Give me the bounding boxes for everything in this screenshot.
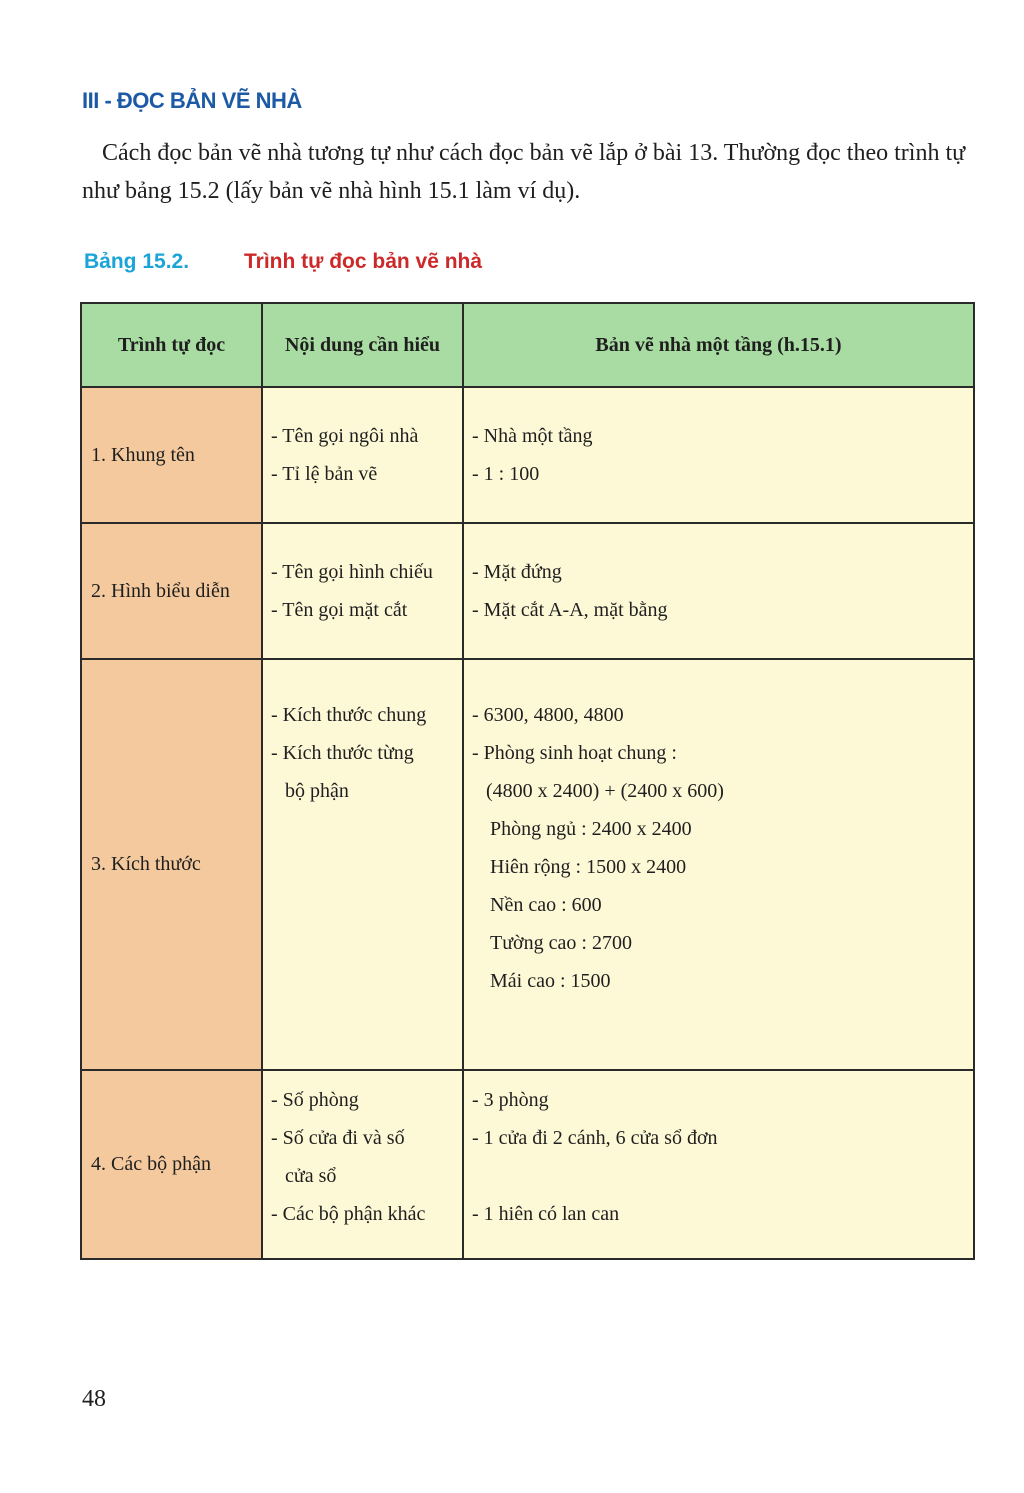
step-cell: 4. Các bộ phận [81,1070,262,1259]
example-line: - Nhà một tầng [472,425,593,447]
reading-sequence-table [80,302,975,1260]
content-line: - Các bộ phận khác [271,1203,426,1225]
example-line: - Mặt đứng [472,561,562,583]
example-cell [463,1070,974,1259]
example-line: Phòng ngủ : 2400 x 2400 [490,818,692,840]
section-heading: III - ĐỌC BẢN VẼ NHÀ [82,88,302,113]
header-one-storey-house: Bản vẽ nhà một tầng (h.15.1) [463,303,974,387]
content-cell [262,523,463,659]
example-line: Tường cao : 2700 [490,932,632,954]
table-caption [84,250,482,274]
example-line: - Phòng sinh hoạt chung : [472,742,677,764]
step-cell: 2. Hình biểu diễn [81,523,262,659]
example-line: Nền cao : 600 [490,894,602,916]
table-row [81,659,974,1070]
content-cell [262,387,463,523]
example-line: Hiên rộng : 1500 x 2400 [490,856,687,878]
content-line: - Tên gọi mặt cắt [271,599,408,621]
content-line: - Kích thước chung [271,704,427,726]
example-line: - 3 phòng [472,1089,549,1111]
table-row [81,1070,974,1259]
content-cell [262,1070,463,1259]
content-line: - Tỉ lệ bản vẽ [271,463,378,485]
content-line: - Số phòng [271,1089,359,1111]
content-line: - Số cửa đi và số [271,1127,405,1149]
step-cell: 3. Kích thước [81,659,262,1070]
header-reading-sequence: Trình tự đọc [81,303,262,387]
table-caption-number: Bảng 15.2. [84,250,190,273]
step-cell: 1. Khung tên [81,387,262,523]
content-line: - Kích thước từng [271,742,414,764]
example-line: Mái cao : 1500 [490,970,611,992]
example-spacer [472,1157,972,1195]
page-number: 48 [82,1386,106,1412]
example-line: - 1 hiên có lan can [472,1203,620,1225]
example-line: - Mặt cắt A-A, mặt bằng [472,599,668,621]
example-cell [463,523,974,659]
example-cell [463,659,974,1070]
content-cell [262,659,463,1070]
intro-paragraph: Cách đọc bản vẽ nhà tương tự như cách đọc bản vẽ lắp ở bài 13. Thường đọc theo trình tự như bảng 15.2 (lấy bản vẽ nhà hình 15.1 làm ví dụ). [82,140,966,204]
table-row [81,523,974,659]
table-header-row [81,303,974,387]
example-cell [463,387,974,523]
table-row [81,387,974,523]
header-content-to-understand: Nội dung cần hiểu [262,303,463,387]
content-line: - Tên gọi hình chiếu [271,561,433,583]
content-line: - Tên gọi ngôi nhà [271,425,419,447]
example-line: - 1 : 100 [472,463,540,485]
content-line: bộ phận [285,780,349,802]
example-line: (4800 x 2400) + (2400 x 600) [486,780,724,802]
example-line: - 1 cửa đi 2 cánh, 6 cửa sổ đơn [472,1127,718,1149]
table-caption-title: Trình tự đọc bản vẽ nhà [244,250,483,273]
example-line: - 6300, 4800, 4800 [472,704,624,726]
content-line: cửa sổ [285,1165,337,1187]
